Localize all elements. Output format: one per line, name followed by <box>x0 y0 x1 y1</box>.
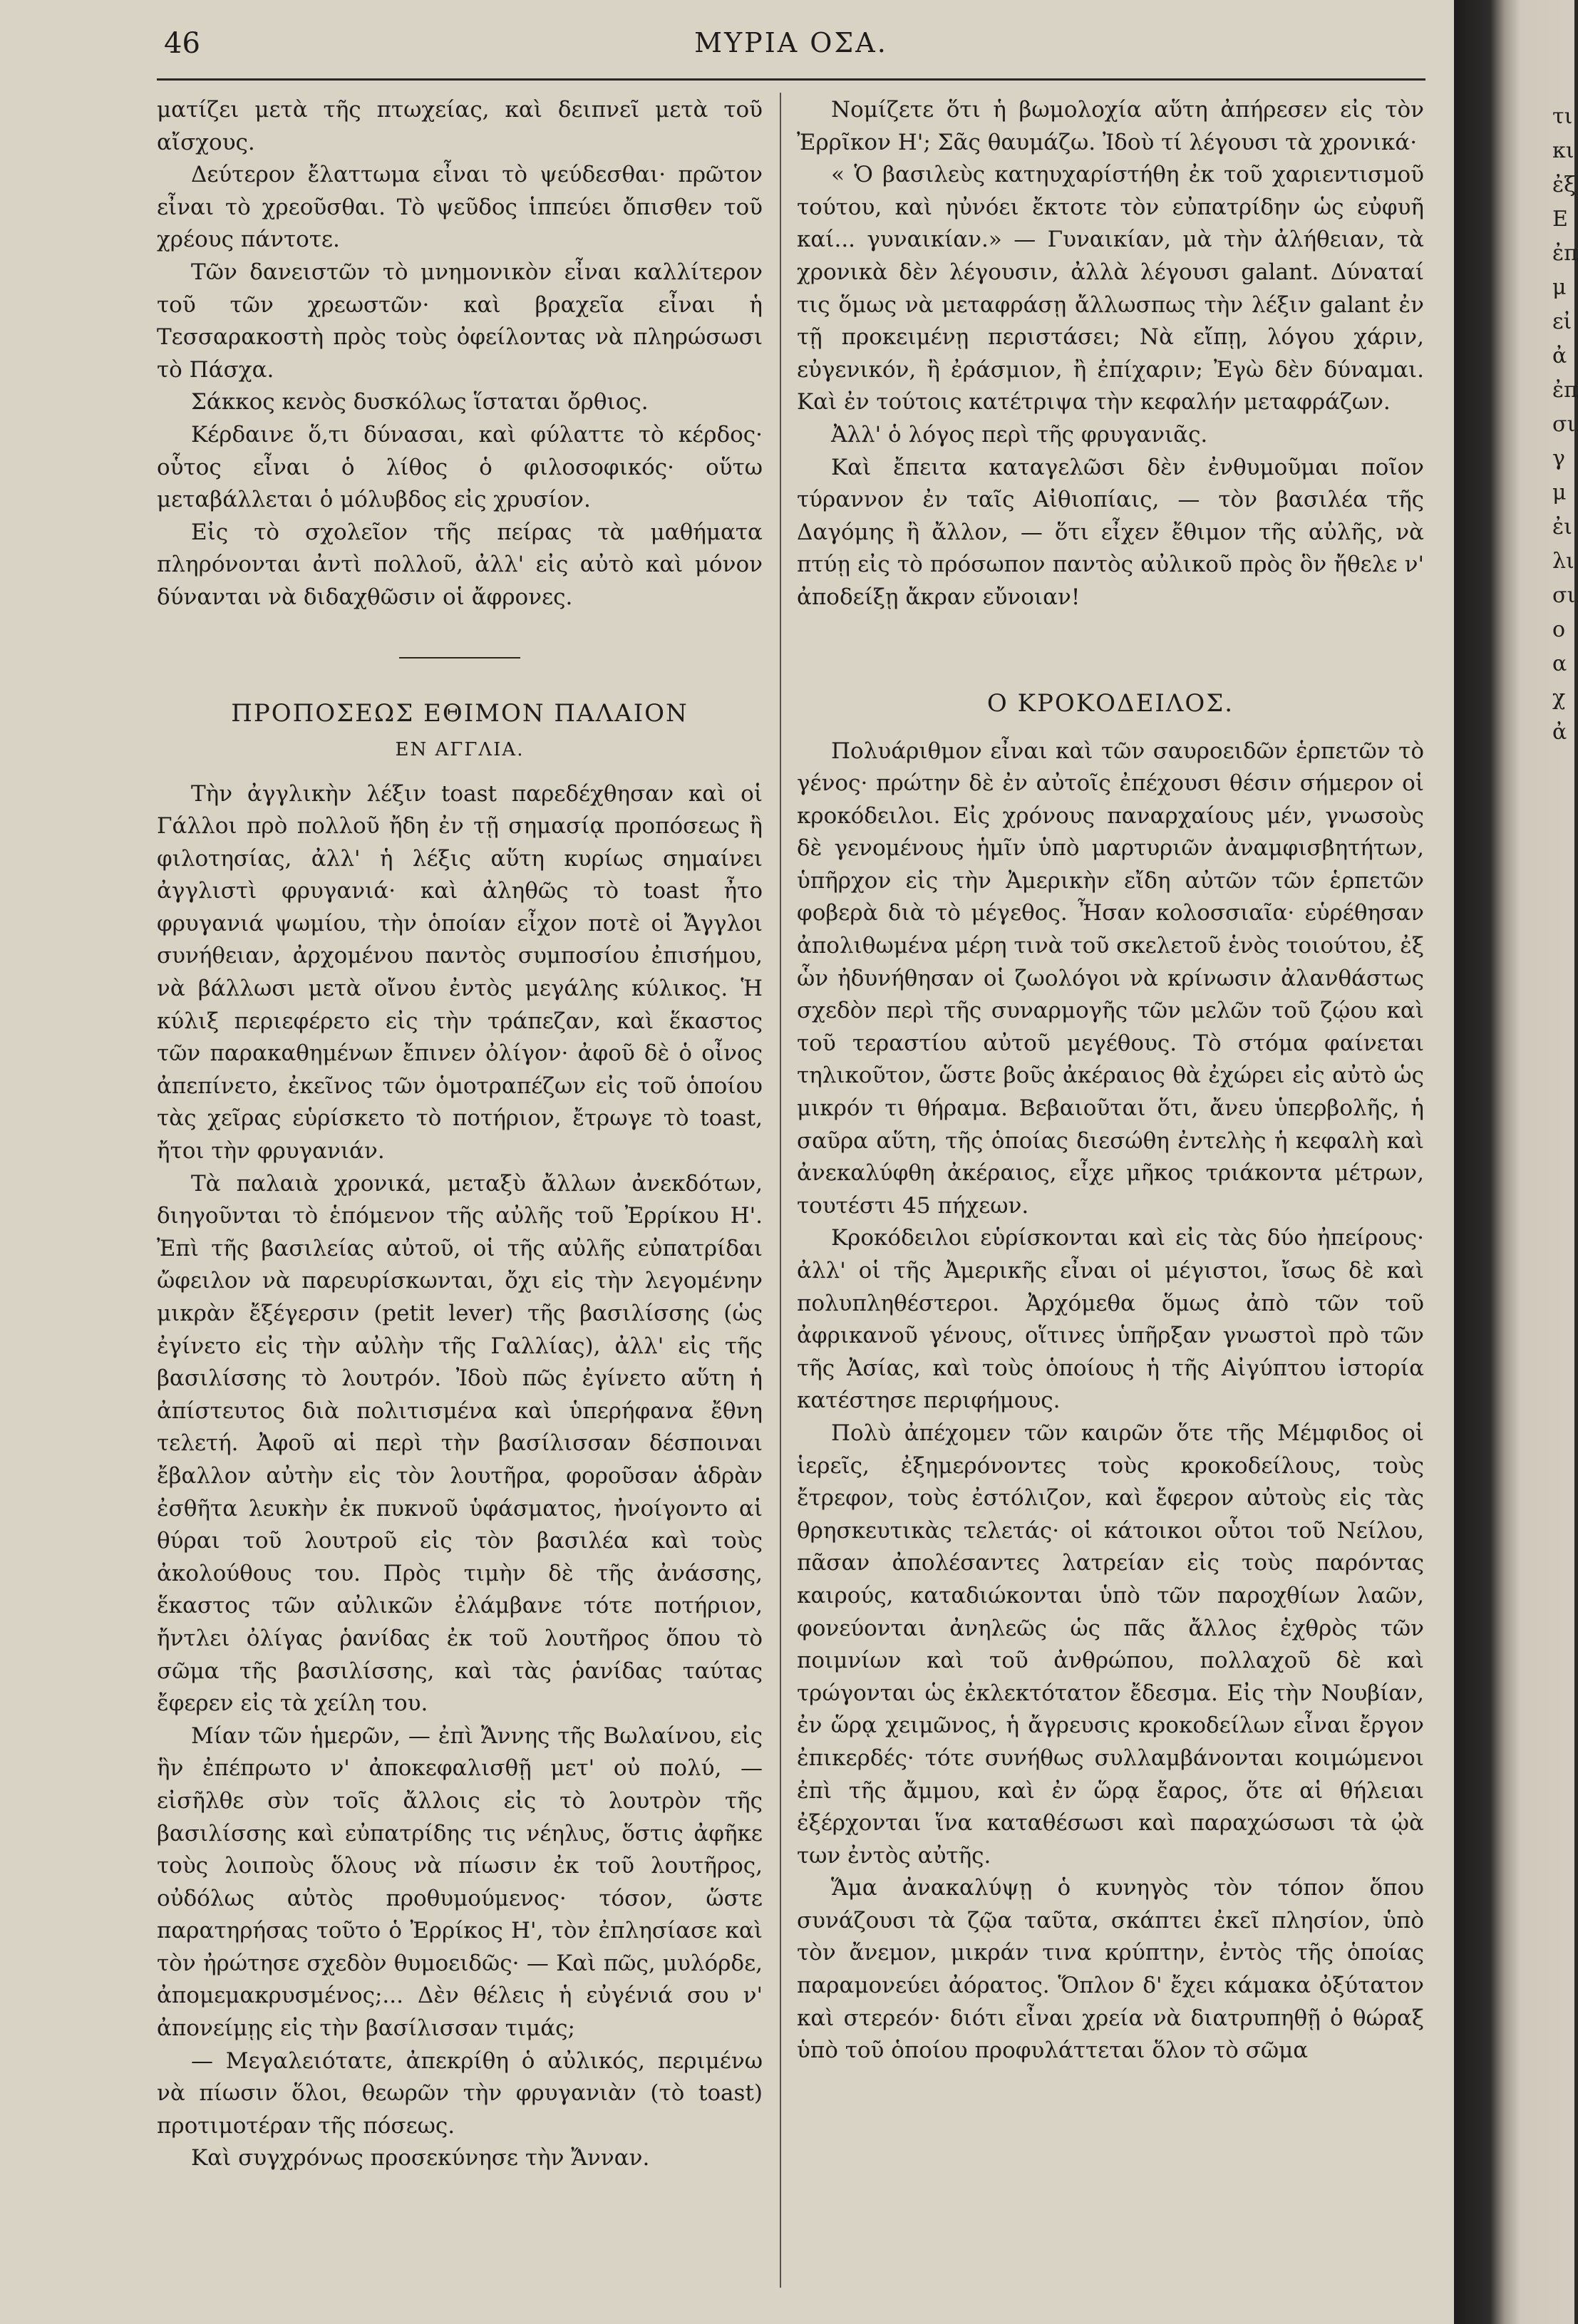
page-header <box>164 21 1418 64</box>
paragraph: Ἅμα ἀνακαλύψῃ ὁ κυνηγὸς τὸν τόπον ὅπου συνάζουσι τὰ ζῷα ταῦτα, σκάπτει ἐκεῖ πλησίον, ὑπὸ τὸν ἄνεμον, μικράν τινα κρύπτην, ἐντὸς τῆς ὁποίας παραμονεύει ἀόρατος. Ὅπλον δ' ἔχει κάμακα ὀξύτατον καὶ στερεόν· διότι εἶναι χρεία νὰ διατρυπηθῇ ὁ θώραξ ὑπὸ τοῦ ὁποίου προφυλάττεται ὅλον τὸ σῶμα <box>797 1875 1424 2064</box>
paragraph: Καὶ συγχρόνως προσεκύνησε τὴν Ἄνναν. <box>191 2145 650 2171</box>
paragraph: Δεύτερον ἔλαττωμα εἶναι τὸ ψεύδεσθαι· πρῶτον εἶναι τὸ χρεοῦσθαι. Τὸ ψεῦδος ἱππεύει ὄπισθεν τοῦ χρέους πάντοτε. <box>157 162 763 253</box>
edge-fragment: α <box>1552 651 1567 676</box>
edge-fragment: σι <box>1552 412 1576 437</box>
edge-fragment: ο <box>1552 617 1566 642</box>
next-page-edge-text <box>1552 100 1578 750</box>
edge-fragment: μ <box>1552 480 1567 505</box>
edge-fragment: σι <box>1552 583 1576 608</box>
page-number: 46 <box>164 27 200 60</box>
paragraph: Πολὺ ἀπέχομεν τῶν καιρῶν ὅτε τῆς Μέμφιδος οἱ ἱερεῖς, ἐξημερόνοντες τοὺς κροκοδείλους, τοὺς ἔτρεφον, τοὺς ἐστόλιζον, καὶ ἔφερον αὐτοὺς εἰς τὰς θρησκευτικὰς τελετάς· οἱ κάτοικοι οὗτοι τοῦ Νείλου, πᾶσαν ἀπολέσαντες λατρείαν εἰς τοὺς παρόντας καιρούς, καταδιώκονται ὑπὸ τῶν παροχθίων λαῶν, φονεύονται ἀνηλεῶς ὡς πᾶς ἄλλος ἐχθρὸς τῶν ποιμνίων καὶ τοῦ ἀνθρώπου, πολλαχοῦ δὲ καὶ τρώγονται ὡς ἐκλεκτότατον ἔδεσμα. Εἰς τὴν Νουβίαν, ἐν ὥρᾳ χειμῶνος, ἡ ἄγρευσις κροκοδείλων εἶναι ἔργον ἐπικερδές· τότε συνήθως συλλαμβάνονται κοιμώμενοι ἐπὶ τῆς ἄμμου, καὶ ἐν ὥρᾳ ἔαρος, ὅτε αἱ θήλειαι ἐξέρχονται ἵνα καταθέσωσι καὶ παραχώσωσι τὰ ᾠὰ των ἐντὸς αὐτῆς. <box>797 1420 1424 1869</box>
section-spacer <box>797 614 1424 686</box>
edge-fragment: χ <box>1552 686 1566 711</box>
paragraph: « Ὁ βασιλεὺς κατηυχαρίστήθη ἐκ τοῦ χαριεντισμοῦ τούτου, καὶ ηὐνόει ἔκτοτε τὸν εὐπατρίδην ὡς εὐφυῆ καί... γυναικίαν.» — Γυναικίαν, μὰ τὴν ἀλήθειαν, τὰ χρονικὰ δὲν λέγουσιν, ἀλλὰ λέγουσι galant. Δύναταί τις ὅμως νὰ μεταφράσῃ ἄλλωσπως τὴν λέξιν galant ἐν τῇ προκειμένῃ περιστάσει; Νὰ εἴπῃ, λόγου χάριν, εὐγενικόν, ἢ ἐράσμιον, ἢ ἐπίχαριν; Ἐγὼ δὲν δύναμαι. Καὶ ἐν τούτοις κατέτριψα τὴν κεφαλήν μεταφράζων. <box>797 162 1424 415</box>
edge-fragment: Ε <box>1552 207 1568 232</box>
paragraph: Κέρδαινε ὅ,τι δύνασαι, καὶ φύλαττε τὸ κέρδος· οὗτος εἶναι ὁ λίθος ὁ φιλοσοφικός· οὕτω μεταβάλλεται ὁ μόλυβδος εἰς χρυσίον. <box>157 421 763 513</box>
section-divider <box>399 657 520 659</box>
edge-fragment: ἐπ <box>1552 378 1578 403</box>
section-title: ΠΡΟΠΟΣΕΩΣ ΕΘΙΜΟΝ ΠΑΛΑΙΟΝ <box>231 698 689 728</box>
paragraph: Ἀλλ' ὁ λόγος περὶ τῆς φρυγανιᾶς. <box>831 421 1208 448</box>
edge-fragment: ἀ <box>1552 344 1567 368</box>
edge-fragment: ἐι <box>1552 515 1572 539</box>
paragraph: Πολυάριθμον εἶναι καὶ τῶν σαυροειδῶν ἑρπετῶν τὸ γένος· πρώτην δὲ ἐν αὐτοῖς ἐπέχουσι θέσιν σήμερον οἱ κροκόδειλοι. Εἰς χρόνους παναρχαίους μέν, γνωσοὺς δὲ γενομένους ἡμῖν ὑπὸ μαρτυριῶν ἀναμφισβητήτων, ὑπῆρχον εἰς τὴν Ἀμερικὴν εἴδη αὐτῶν τῶν ἑρπετῶν φοβερὰ διὰ τὸ μέγεθος. Ἦσαν κολοσσιαῖα· εὑρέθησαν ἀπολιθωμένα μέρη τινὰ τοῦ σκελετοῦ ἑνὸς τοιούτου, ἐξ ὧν ἠδυνήθησαν οἱ ζωολόγοι νὰ κρίνωσιν ἀλανθάστως σχεδὸν περὶ τῆς συναρμογῆς τῶν μελῶν τοῦ ζῴου καὶ τοῦ τεραστίου αὐτοῦ μεγέθους. Τὸ στόμα φαίνεται τηλικοῦτον, ὥστε βοῦς ἀκέραιος θὰ ἐχώρει εἰς αὐτὸ ὡς μικρόν τι θήραμα. Βεβαιοῦται ὅτι, ἄνευ ὑπερβολῆς, ἡ σαῦρα αὕτη, τῆς ὁποίας διεσώθη ἐντελὴς ἡ κεφαλὴ καὶ ἀνεκαλύφθη ἀκέραιος, εἶχε μῆκος τριάκοντα μέτρων, τουτέστι 45 πήχεων. <box>797 738 1424 1219</box>
edge-fragment: μ <box>1552 275 1567 300</box>
left-column <box>157 94 763 2175</box>
column-divider <box>780 93 781 2288</box>
edge-fragment: λι <box>1552 549 1574 574</box>
paragraph: Καὶ ἔπειτα καταγελῶσι δὲν ἐνθυμοῦμαι ποῖον τύραννον ἐν ταῖς Αἰθιοπίαις, — τὸν βασιλέα τῆς Δαγόμης ἢ ἄλλον, — ὅτι εἶχεν ἔθιμον τῆς αὐλῆς, νὰ πτύῃ εἰς τὸ πρόσωπον παντὸς αὐλικοῦ πρὸς ὃν ἤθελε ν' ἀποδείξῃ ἄκραν εὔνοιαν! <box>797 454 1424 610</box>
paragraph: ματίζει μετὰ τῆς πτωχείας, καὶ δειπνεῖ μετὰ τοῦ αἴσχους. <box>157 97 763 155</box>
paragraph: Τὰ παλαιὰ χρονικά, μεταξὺ ἄλλων ἀνεκδότων, διηγοῦνται τὸ ἑπόμενον τῆς αὐλῆς τοῦ Ἐρρίκου Η'. Ἐπὶ τῆς βασιλείας αὐτοῦ, οἱ τῆς αὐλῆς εὐπατρίδαι ὤφειλον νὰ παρευρίσκωνται, ὄχι εἰς τὴν λεγομένην μικρὰν ἔξέγερσιν (petit lever) τῆς βασιλίσσης (ὡς ἐγίνετο εἰς τὴν αὐλὴν τῆς Γαλλίας), ἀλλ' εἰς τῆς βασιλίσσης τὸ λουτρόν. Ἰδοὺ πῶς ἐγίνετο αὕτη ἡ ἀπίστευτος διὰ πολιτισμένα καὶ ὑπερήφανα ἔθνη τελετή. Ἀφοῦ αἱ περὶ τὴν βασίλισσαν δέσποιναι ἔβαλλον αὐτὴν εἰς τὸν λουτῆρα, φοροῦσαν ἁδρὰν ἐσθῆτα λευκὴν ἐκ πυκνοῦ ὑφάσματος, ἠνοίγοντο αἱ θύραι τοῦ λουτροῦ εἰς τὸν βασιλέα καὶ τοὺς ἀκολούθους του. Πρὸς τιμὴν δὲ τῆς ἀνάσσης, ἕκαστος τῶν αὐλικῶν ἐλάμβανε τότε ποτήριον, ἤντλει ὀλίγας ῥανίδας ἐκ τοῦ λουτῆρος ὅπου τὸ σῶμα τῆς βασιλίσσης, καὶ τὰς ῥανίδας ταύτας ἔφερεν εἰς τὰ χείλη του. <box>157 1170 763 1717</box>
paragraph: Τὴν ἀγγλικὴν λέξιν toast παρεδέχθησαν καὶ οἱ Γάλλοι πρὸ πολλοῦ ἤδη ἐν τῇ σημασίᾳ προπόσεως ἢ φιλοτησίας, ἀλλ' ἡ λέξις αὕτη κυρίως σημαίνει ἀγγλιστὶ φρυγανιά· καὶ ἀληθῶς τὸ toast ἦτο φρυγανιά ψωμίου, τὴν ὁποίαν εἶχον ποτὲ οἱ Ἄγγλοι συνήθειαν, ἀρχομένου παντὸς συμποσίου ἐπισήμου, νὰ βάλλωσι μετὰ οἴνου ἐντὸς μεγάλης κύλικος. Ἡ κύλιξ περιεφέρετο εἰς τὴν τράπεζαν, καὶ ἕκαστος τῶν παρακαθημένων ἔπινεν ὀλίγον· ἀφοῦ δὲ ὁ οἶνος ἀπεπίνετο, ἐκεῖνος τῶν ὁμοτραπέζων εἰς τοῦ ὁποίου τὰς χεῖρας εὑρίσκετο τὸ ποτήριον, ἔτρωγε τὸ toast, ἤτοι τὴν φρυγανιάν. <box>157 780 763 1164</box>
edge-fragment: γ <box>1552 446 1565 471</box>
paragraph: Κροκόδειλοι εὑρίσκονται καὶ εἰς τὰς δύο ἠπείρους· ἀλλ' οἱ τῆς Ἀμερικῆς εἶναι οἱ μέγιστοι, ἴσως δὲ καὶ πολυπληθέστεροι. Ἀρχόμεθα ὅμως ἀπὸ τῶν τοῦ ἀφρικανοῦ γένους, οἵτινες ὑπῆρξαν γνωστοὶ πρὸ τῶν τῆς Ἀσίας, καὶ τοὺς ὁποίους ἡ τῆς Αἰγύπτου ἱστορία κατέστησε περιφήμους. <box>797 1225 1424 1414</box>
paragraph: Σάκκος κενὸς δυσκόλως ἵσταται ὄρθιος. <box>191 389 649 415</box>
running-title: ΜΥΡΙΑ ΟΣΑ. <box>694 27 888 58</box>
edge-fragment: τι <box>1552 104 1573 129</box>
edge-fragment: ἐξ <box>1552 172 1576 197</box>
paragraph: Εἰς τὸ σχολεῖον τῆς πείρας τὰ μαθήματα πληρόνονται ἀντὶ πολλοῦ, ἀλλ' εἰς αὐτὸ καὶ μόνον δύνανται νὰ διδαχθῶσιν οἱ ἄφρονες. <box>157 519 763 610</box>
section-subtitle: ΕΝ ΑΓΓΛΙΑ. <box>395 738 525 760</box>
paragraph: Νομίζετε ὅτι ἡ βωμολοχία αὕτη ἀπήρεσεν εἰς τὸν Ἐρρῖκον Η'; Σᾶς θαυμάζω. Ἰδοὺ τί λέγουσι τὰ χρονικά· <box>797 97 1424 155</box>
header-rule <box>157 78 1425 81</box>
edge-fragment: ἀ <box>1552 720 1567 745</box>
edge-fragment: κι <box>1552 138 1574 163</box>
edge-fragment: ἐπ <box>1552 241 1578 266</box>
edge-fragment: εἰ <box>1552 309 1572 334</box>
right-column <box>797 94 1424 2067</box>
paragraph: Τῶν δανειστῶν τὸ μνημονικὸν εἶναι καλλίτερον τοῦ τῶν χρεωστῶν· καὶ βραχεῖα εἶναι ἡ Τεσσαρακοστὴ πρὸς τοὺς ὀφείλοντας νὰ πληρώσωσι τὸ Πάσχα. <box>157 259 763 383</box>
paragraph: — Μεγαλειότατε, ἀπεκρίθη ὁ αὐλικός, περιμένω νὰ πίωσιν ὅλοι, θεωρῶν τὴν φρυγανιὰν (τὸ toast) προτιμοτέραν τῆς πόσεως. <box>157 2047 763 2139</box>
paragraph: Μίαν τῶν ἡμερῶν, — ἐπὶ Ἄννης τῆς Βωλαίνου, εἰς ἣν ἐπέπρωτο ν' ἀποκεφαλισθῇ μετ' οὐ πολύ, — εἰσῆλθε σὺν τοῖς ἄλλοις εἰς τὸ λουτρὸν τῆς βασιλίσσης καὶ εὐπατρίδης τις νέηλυς, ὅστις ἀφῆκε τοὺς λοιποὺς ὅλους νὰ πίωσιν ἐκ τοῦ λουτῆρος, οὐδόλως αὐτὸς προθυμούμενος· τόσον, ὥστε παρατηρήσας τοῦτο ὁ Ἐρρίκος Η', τὸν ἐπλησίασε καὶ τὸν ἠρώτησε σχεδὸν θυμοειδῶς· — Καὶ πῶς, μυλόρδε, ἀπομεμακρυσμένος;... Δὲν θέλεις ἡ εὐγένιά σου ν' ἀπονείμῃς εἰς τὴν βασίλισσαν τιμάς; <box>157 1723 763 2042</box>
section-title: Ο ΚΡΟΚΟΔΕΙΛΟΣ. <box>986 688 1234 718</box>
